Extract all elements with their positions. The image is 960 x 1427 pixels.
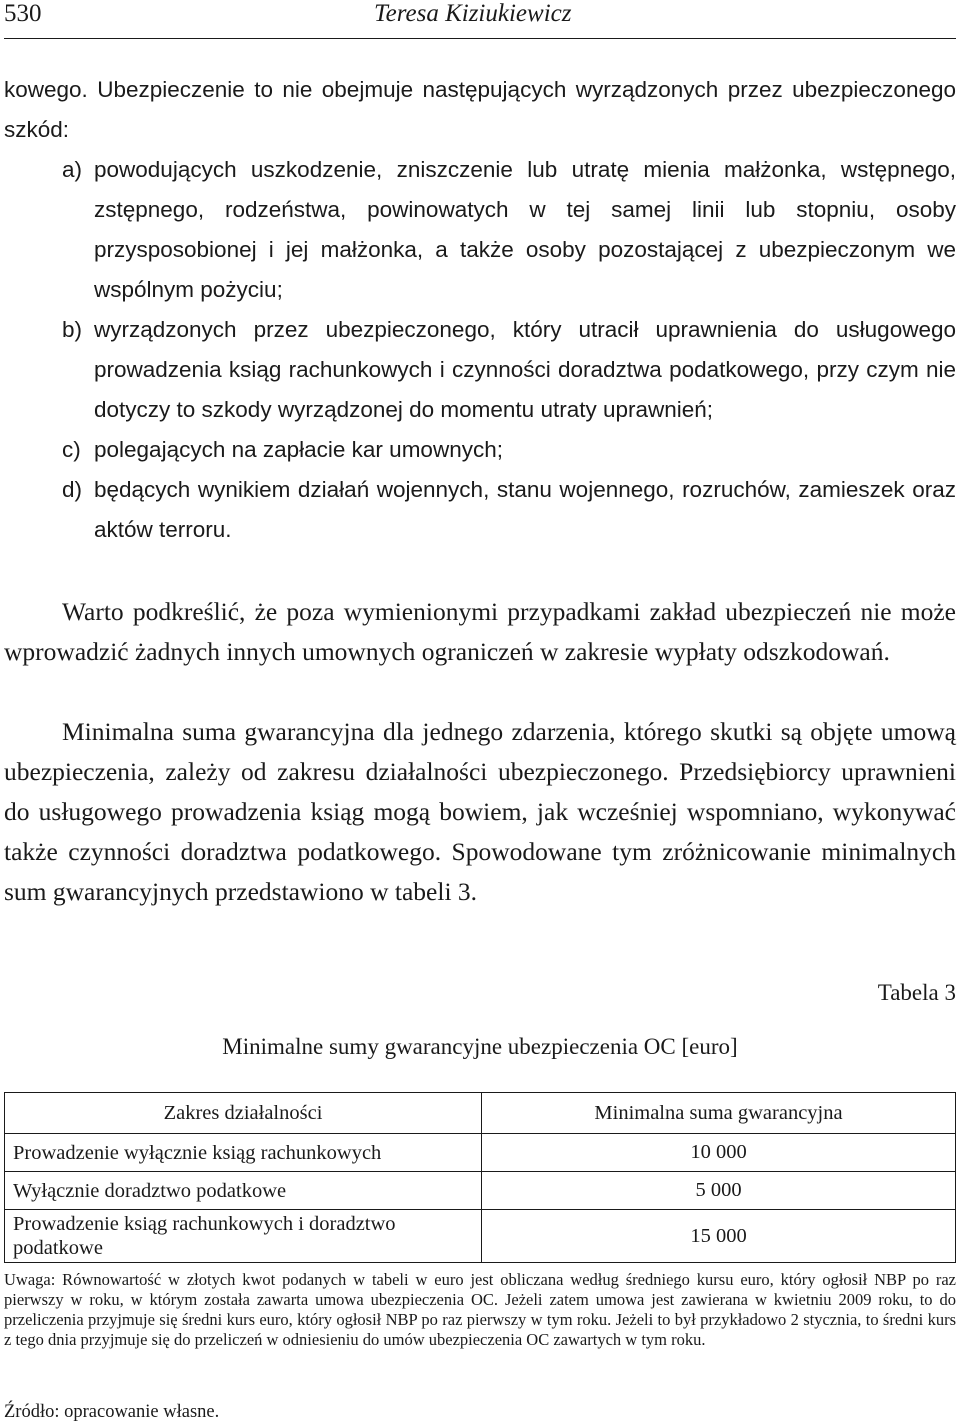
list-marker: b)	[62, 317, 83, 342]
table-row	[5, 1134, 956, 1172]
list-item	[62, 430, 956, 470]
table-label: Tabela 3	[877, 980, 956, 1005]
header-rule	[4, 38, 956, 39]
table-row	[5, 1210, 956, 1263]
list-item-text: wyrządzonych przez ubezpieczonego, który utracił uprawnienia do usługowego prowadzenia ksiąg rachunkowych i czynności doradztwa podatkowego, przy czym nie dotyczy to szkody wyrządzonej do momentu utraty uprawnień;	[94, 317, 956, 422]
list-item-text: powodujących uszkodzenie, zniszczenie lub utratę mienia małżonka, wstępnego, zstępnego, rodzeństwa, powinowatych w tej samej linii lub stopniu, osoby przysposobionej i jej małżonka, a także osoby pozostającej z ubezpieczonym we wspólnym pożyciu;	[94, 157, 956, 302]
column-header: Minimalna suma gwarancyjna	[482, 1093, 956, 1134]
column-header: Zakres działalności	[5, 1093, 482, 1134]
body-paragraph	[4, 712, 956, 912]
table-title: Minimalne sumy gwarancyjne ubezpieczenia OC [euro]	[222, 1034, 738, 1059]
table-header-row	[5, 1093, 956, 1134]
table-cell: 15 000	[482, 1210, 956, 1263]
list-item	[62, 150, 956, 310]
list-marker: d)	[62, 477, 83, 502]
list-marker: c)	[62, 437, 81, 462]
table-source: Źródło: opracowanie własne.	[4, 1402, 220, 1422]
body-paragraph	[4, 592, 956, 672]
paragraph-text: Minimalna suma gwarancyjna dla jednego zdarzenia, którego skutki są objęte umową ubezpieczenia, zależy od zakresu działalności ubezpieczonego. Przedsiębiorcy uprawnieni do usługowego prowadzenia ksiąg mogą bowiem, jak wcześniej wspomniano, wykonywać także czynności doradztwa podatkowego. Spowodowane tym zróżnicowanie minimalnych sum gwarancyjnych przedstawiono w tabeli 3.	[4, 717, 956, 906]
guarantee-sums-table	[4, 1092, 956, 1263]
list-marker: a)	[62, 157, 83, 182]
running-head-author: Teresa Kiziukiewicz	[374, 0, 572, 27]
table-cell: Wyłącznie doradztwo podatkowe	[5, 1172, 482, 1210]
table-cell: Prowadzenie wyłącznie ksiąg rachunkowych	[5, 1134, 482, 1172]
table-cell: Prowadzenie ksiąg rachunkowych i doradztwo podatkowe	[5, 1210, 482, 1263]
list-item	[62, 310, 956, 430]
list-item-text: będących wynikiem działań wojennych, stanu wojennego, rozruchów, zamieszek oraz aktów terroru.	[94, 477, 956, 542]
exclusions-list	[62, 150, 956, 550]
page-header	[0, 0, 960, 36]
list-item-text: polegających na zapłacie kar umownych;	[94, 437, 503, 462]
list-item	[62, 470, 956, 550]
table-cell: 5 000	[482, 1172, 956, 1210]
table-row	[5, 1172, 956, 1210]
table-cell: 10 000	[482, 1134, 956, 1172]
paragraph-text: Warto podkreślić, że poza wymienionymi przypadkami zakład ubezpieczeń nie może wprowadzić żadnych innych umownych ograniczeń w zakresie wypłaty odszkodowań.	[4, 597, 956, 666]
table-note: Uwaga: Równowartość w złotych kwot podanych w tabeli w euro jest obliczana według średniego kursu euro, który ogłosił NBP po raz pierwszy w roku, w którym została zawarta umowa ubezpieczenia OC. Jeżeli zatem umowa jest zawierana w kwietniu 2009 roku, to do przeliczenia przyjmuje się średni kurs euro, który ogłosił NBP po raz pierwszy w tym roku. Jeżeli to był przykładowo 2 stycznia, to średni kurs z tego dnia przyjmuje się do przeliczeń w odniesieniu do umów ubezpieczenia OC zawartych w tym roku.	[4, 1270, 956, 1349]
intro-paragraph: kowego. Ubezpieczenie to nie obejmuje następujących wyrządzonych przez ubezpieczonego szkód:	[4, 77, 956, 142]
page-number: 530	[4, 0, 42, 27]
